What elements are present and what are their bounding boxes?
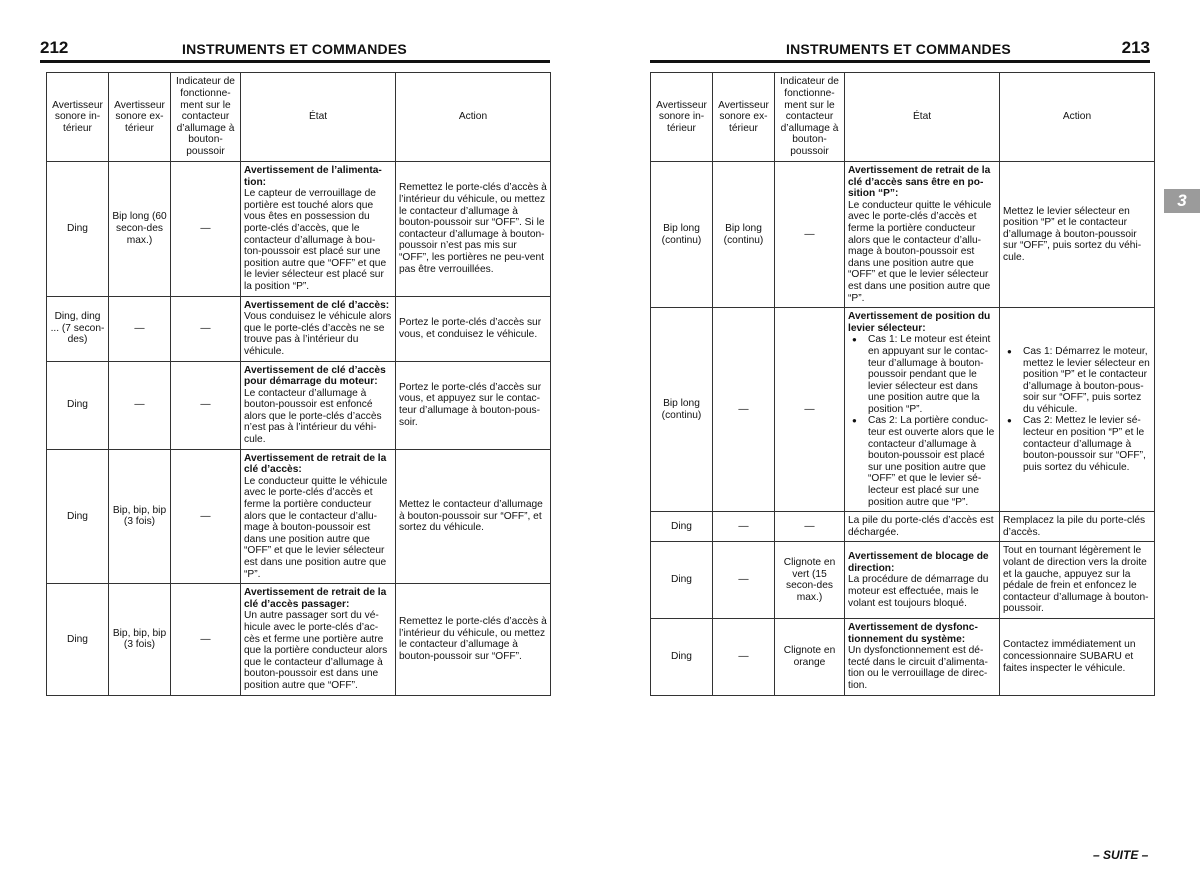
cell-indicator: — [171,449,241,584]
cell-action [1000,308,1155,512]
cell-interior: Ding [47,584,109,695]
cell-action: Remettez le porte-clés d’accès à l’intérieur du véhicule, ou mettez le contacteur d’allumage à bouton-poussoir sur “OFF”. Si le contacteur d’allumage à bouton-poussoir n’est pas mis sur “OFF”, les portières ne peu-vent pas être verrouillées. [396,162,551,297]
list-item: ● Cas 1: Le moteur est éteint en appuyant sur le contac-teur d’allumage à bouton-poussoir pendant que le levier sélecteur est dans une position autre que la position “P”. [848,334,996,415]
table-row [47,449,551,584]
cell-state [845,542,1000,619]
cell-exterior: Bip, bip, bip (3 fois) [109,449,171,584]
cell-state [845,618,1000,695]
state-text: Vous conduisez le véhicule alors que le porte-clés d’accès ne se trouve pas à l’intérieur du véhicule. [244,311,392,357]
state-title: Avertissement de blocage de direction: [848,551,989,574]
warning-table [650,72,1155,696]
cell-exterior: — [713,308,775,512]
state-title: Avertissement de dysfonc-tionnement du système: [848,621,978,645]
cell-state [241,162,396,297]
header-interior-buzzer: Avertisseur sonore in-térieur [47,73,109,162]
state-text: Le contacteur d’allumage à bouton-poussoir est enfoncé alors que le porte-clés d’accès n’est pas à l’intérieur du véhi-cule. [244,387,382,446]
cell-state [241,449,396,584]
state-text: Un autre passager sort du vé-hicule avec le porte-clés d’ac-cès et ferme une portière autre que la portière conducteur alors que le contacteur d’allumage à bouton-poussoir est dans une position autre que “OFF”. [244,610,388,691]
cell-exterior: Bip long (continu) [713,162,775,308]
cell-indicator: — [171,584,241,695]
cell-action: Contactez immédiatement un concessionnaire SUBARU et faites inspecter le véhicule. [1000,618,1155,695]
cell-interior: Ding [47,361,109,449]
cell-interior: Ding [651,542,713,619]
state-text: La procédure de démarrage du moteur est effectuée, mais le volant est toujours bloqué. [848,574,989,609]
state-text: Le conducteur quitte le véhicule avec le porte-clés d’accès et ferme la portière conducteur alors que le contacteur d’allu-mage à bouton-poussoir est dans une position autre que “OFF” et que le levier sélecteur est dans une position autre que “P”. [244,475,388,580]
cell-action: Tout en tournant légèrement le volant de direction vers la droite et la gauche, appuyez sur la pédale de frein et enfoncez le contacteur d’allumage à bouton-poussoir. [1000,542,1155,619]
page-number: 213 [1121,38,1150,57]
cell-action: Mettez le contacteur d’allumage à bouton-poussoir sur “OFF”, et sortez du véhicule. [396,449,551,584]
page-title: INSTRUMENTS ET COMMANDES [786,41,1011,57]
page-header [650,38,1150,63]
header-exterior-buzzer: Avertisseur sonore ex-térieur [713,73,775,162]
cell-indicator: — [171,361,241,449]
header-state: État [845,73,1000,162]
header-indicator: Indicateur de fonctionne-ment sur le contacteur d’allumage à bouton-poussoir [171,73,241,162]
table-row [47,162,551,297]
page-header [40,38,550,63]
state-title: Avertissement de clé d’accès pour démarrage du moteur: [244,364,386,388]
table-row [47,296,551,361]
cell-interior: Bip long (continu) [651,162,713,308]
header-interior-buzzer: Avertisseur sonore in-térieur [651,73,713,162]
state-title: Avertissement de position du levier sélecteur: [848,311,991,334]
state-title: Avertissement de retrait de la clé d’accès passager: [244,587,387,610]
state-title: Avertissement de retrait de la clé d’accès: [244,452,387,476]
cell-interior: Ding [47,162,109,297]
cell-indicator: Clignote en orange [775,618,845,695]
list-item: ● Cas 1: Démarrez le moteur, mettez le levier sélecteur en position “P” et le contacteur d’allumage à bouton-pous-soir sur “OFF”, puis sortez du véhicule. [1003,346,1151,416]
cell-indicator: — [171,162,241,297]
table-row [651,308,1155,512]
state-text: Le capteur de verrouillage de portière est touché alors que vous êtes en possession du porte-clés d’accès, que le contacteur d’allumage à bou-ton-poussoir est placé sur une position autre que “OFF” et que le levier sélecteur est placé sur la position “P”. [244,188,387,292]
table-row [651,512,1155,542]
list-item: ● Cas 2: Mettez le levier sé-lecteur en position “P” et le contacteur d’allumage à bouton-poussoir sur “OFF”, puis sortez du véhicule. [1003,415,1151,473]
table-header-row [47,73,551,162]
cell-action: Remettez le porte-clés d’accès à l’intérieur du véhicule, ou mettez le contacteur d’allumage à bouton-poussoir sur “OFF”. [396,584,551,695]
cell-action: Remplacez la pile du porte-clés d’accès. [1000,512,1155,542]
cell-exterior: Bip, bip, bip (3 fois) [109,584,171,695]
chapter-tab: 3 [1164,189,1200,213]
cell-interior: Ding [651,618,713,695]
cell-exterior: — [713,512,775,542]
cell-exterior: — [109,296,171,361]
cell-state: La pile du porte-clés d’accès est déchargée. [845,512,1000,542]
cell-interior: Ding, ding ... (7 secon-des) [47,296,109,361]
left-page [0,0,560,896]
state-list [848,334,996,508]
action-list [1003,346,1151,474]
header-exterior-buzzer: Avertisseur sonore ex-térieur [109,73,171,162]
state-title: Avertissement de l’alimenta-tion: [244,165,382,188]
cell-interior: Bip long (continu) [651,308,713,512]
state-text: Le conducteur quitte le véhicule avec le porte-clés d’accès et ferme la portière conducteur alors que le contacteur d’allu-mage à bouton-poussoir est dans une position autre que “OFF” et que le levier sélecteur est dans une position autre que “P”. [848,199,992,304]
cell-state [241,361,396,449]
cell-action: Portez le porte-clés d’accès sur vous, et conduisez le véhicule. [396,296,551,361]
header-state: État [241,73,396,162]
continued-footer: – SUITE – [1093,848,1149,862]
cell-indicator: — [775,512,845,542]
cell-exterior: — [109,361,171,449]
cell-interior: Ding [651,512,713,542]
table-row [651,542,1155,619]
cell-indicator: Clignote en vert (15 secon-des max.) [775,542,845,619]
header-action: Action [1000,73,1155,162]
cell-state [845,308,1000,512]
table-row [651,162,1155,308]
cell-indicator: — [775,308,845,512]
warning-table [46,72,551,696]
cell-exterior: Bip long (60 secon-des max.) [109,162,171,297]
cell-state [241,584,396,695]
state-title: Avertissement de clé d’accès: [244,299,390,311]
right-page [640,0,1200,896]
table-row [47,361,551,449]
page-title: INSTRUMENTS ET COMMANDES [182,41,407,57]
table-row [47,584,551,695]
cell-exterior: — [713,618,775,695]
cell-action: Mettez le levier sélecteur en position “P” et le contacteur d’allumage à bouton-poussoir sur “OFF”, puis sortez du véhi-cule. [1000,162,1155,308]
header-action: Action [396,73,551,162]
cell-interior: Ding [47,449,109,584]
cell-indicator: — [171,296,241,361]
table-header-row [651,73,1155,162]
cell-action: Portez le porte-clés d’accès sur vous, et appuyez sur le contac-teur d’allumage à bouton-pous-soir. [396,361,551,449]
page-number: 212 [40,38,69,57]
state-title: Avertissement de retrait de la clé d’accès sans être en po-sition “P”: [848,165,991,200]
cell-indicator: — [775,162,845,308]
list-item: ● Cas 2: La portière conduc-teur est ouverte alors que le contacteur d’allumage à bouton-poussoir est placé sur une position autre que “OFF” et que le levier sé-lecteur est placé sur une position autre que “P”. [848,415,996,508]
cell-state [845,162,1000,308]
cell-exterior: — [713,542,775,619]
header-indicator: Indicateur de fonctionne-ment sur le contacteur d’allumage à bouton-poussoir [775,73,845,162]
state-text: Un dysfonctionnement est dé-tecté dans le circuit d’alimenta-tion ou le verrouillage de direc-tion. [848,645,988,691]
table-row [651,618,1155,695]
cell-state [241,296,396,361]
